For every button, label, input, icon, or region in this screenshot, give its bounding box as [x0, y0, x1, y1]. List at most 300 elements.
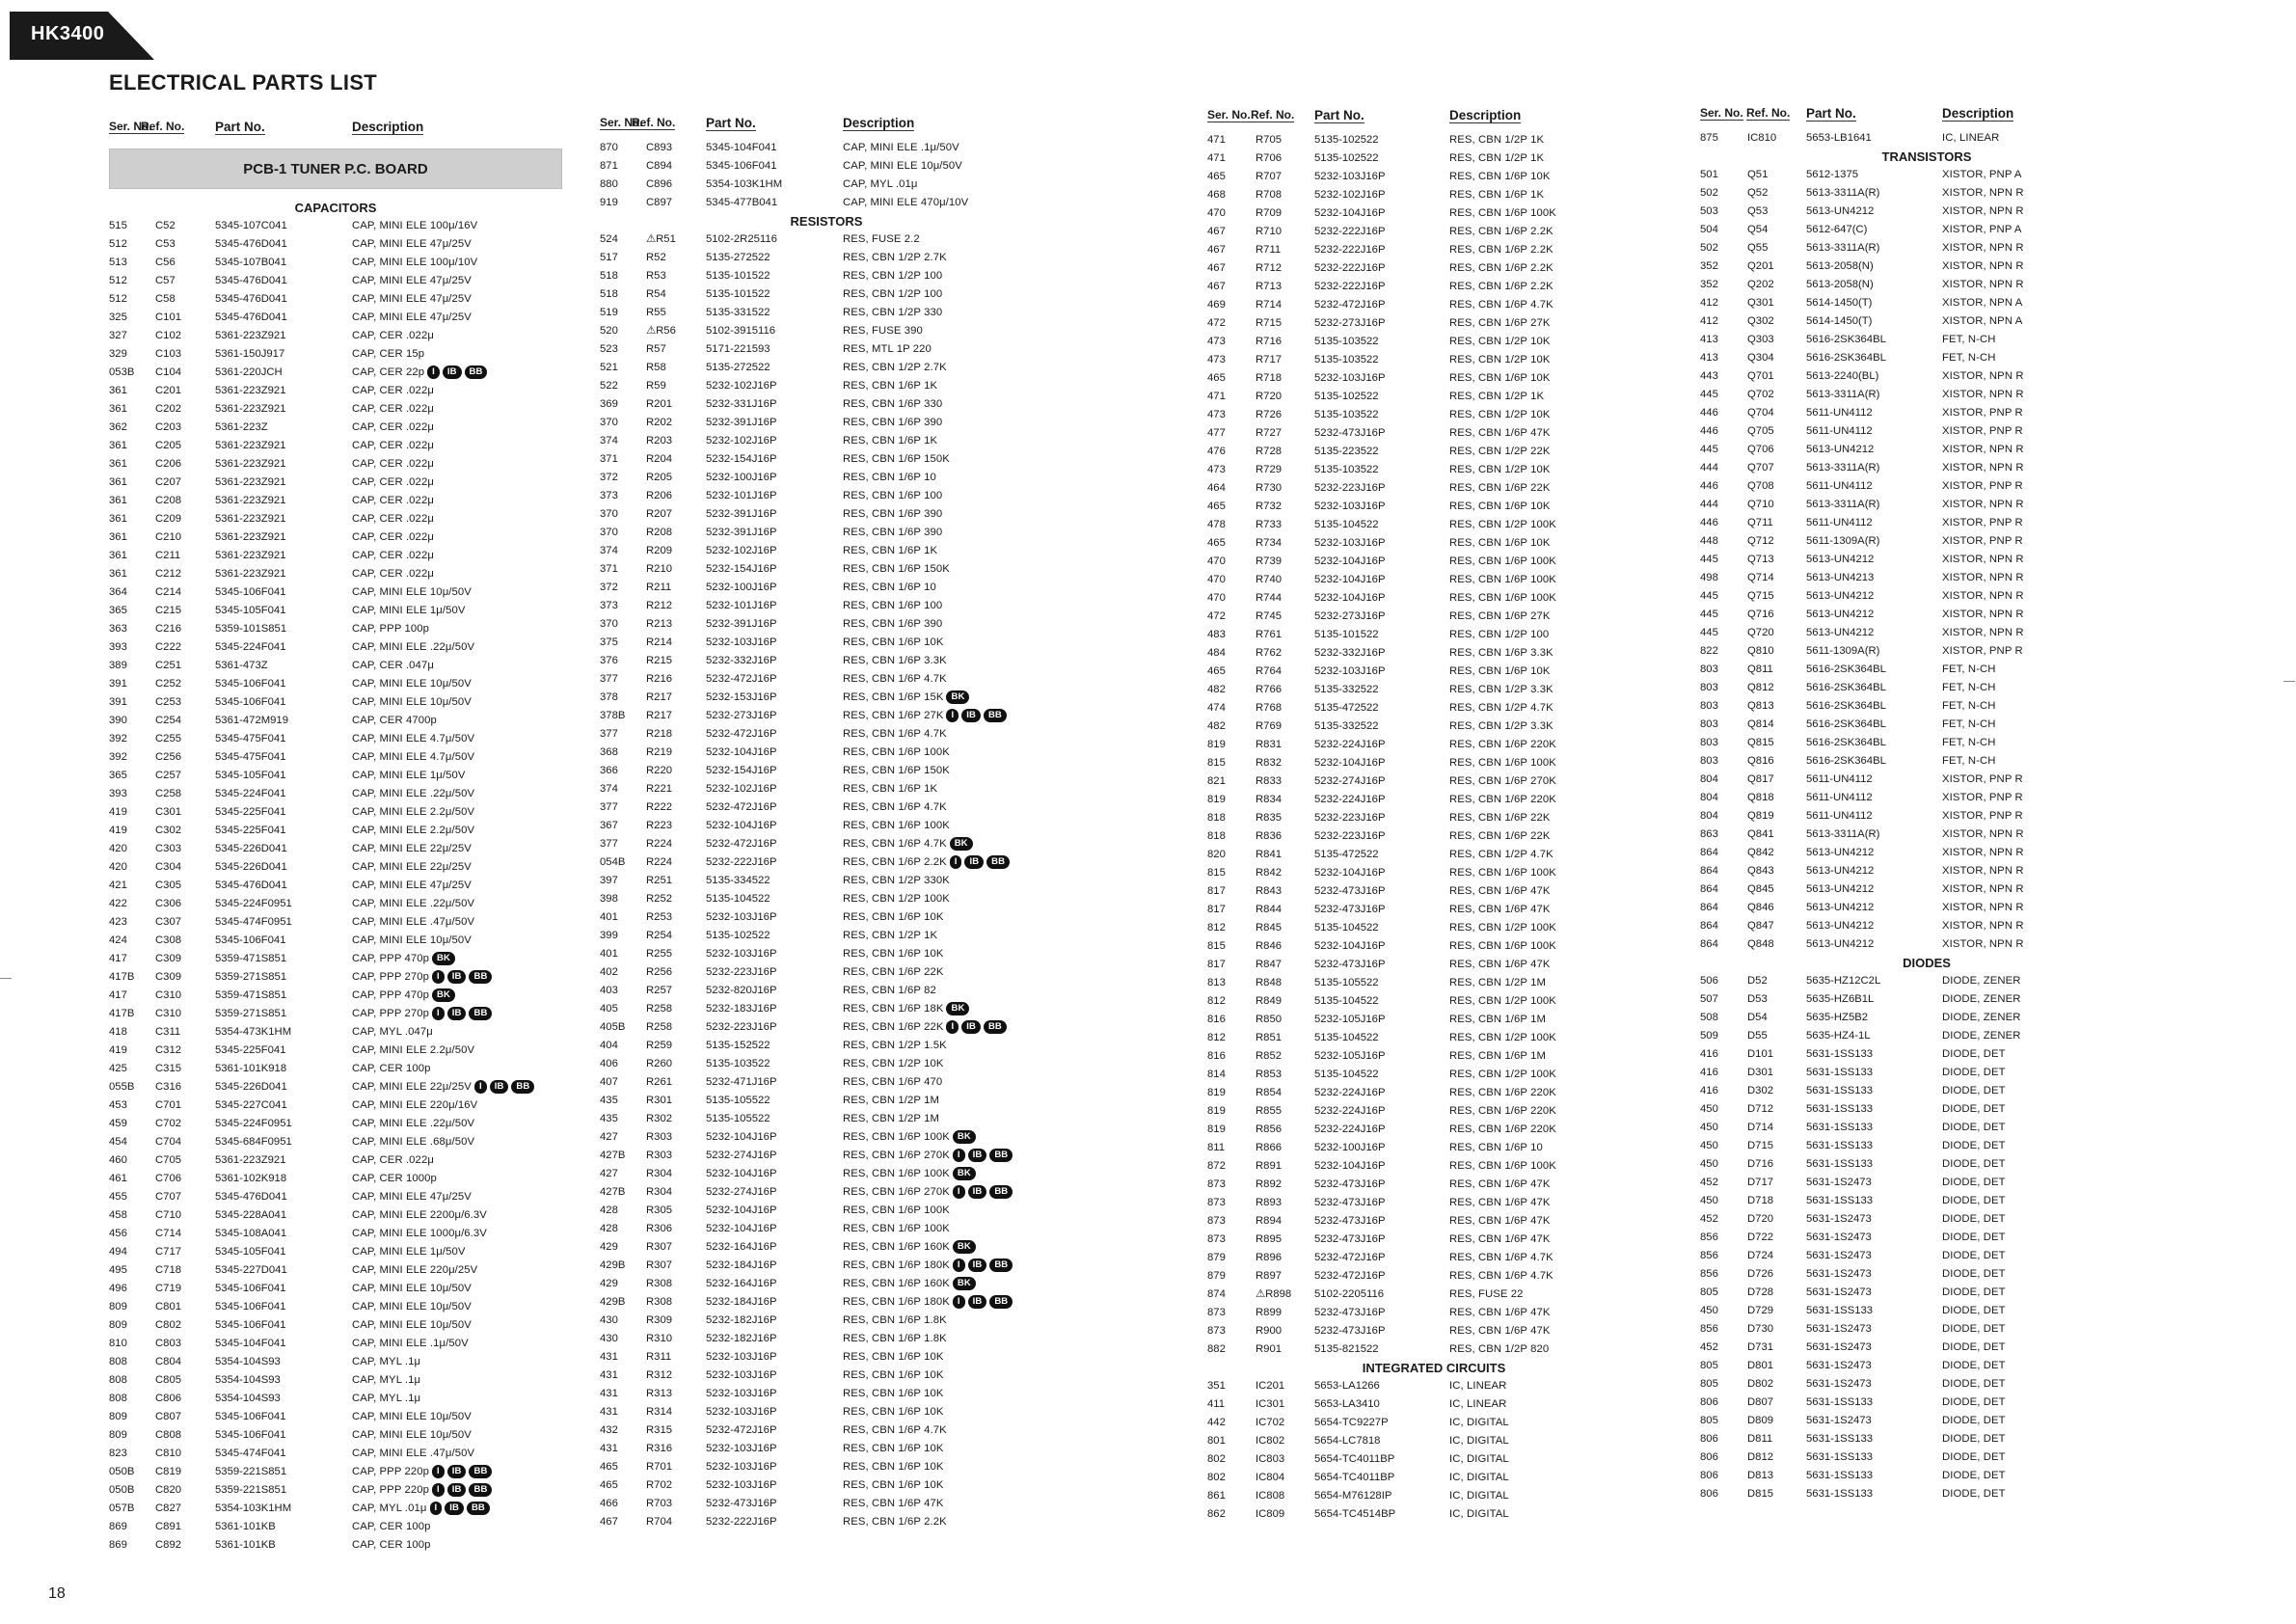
part-no: 5635-HZ6B1L: [1806, 993, 1875, 1005]
description: [1942, 404, 2023, 422]
table-row: [109, 1188, 562, 1206]
part-no: 5135-821522: [1314, 1343, 1379, 1355]
description-text: CAP, MINI ELE 1μ/50V: [352, 770, 466, 781]
description-text: CAP, MYL .1μ: [352, 1356, 421, 1367]
description: [352, 840, 472, 858]
table-row: [600, 414, 1053, 432]
part-no: 5232-274J16P: [706, 1150, 777, 1161]
description-text: XISTOR, PNP A: [1942, 224, 2022, 235]
table-row: [600, 670, 1053, 689]
part-no: 5635-HZ12C2L: [1806, 975, 1881, 987]
part-no: 5232-104J16P: [706, 746, 777, 758]
table-row: [600, 1348, 1053, 1367]
ser-no: 471: [1207, 152, 1226, 164]
ser-no: 803: [1700, 682, 1718, 693]
part-no: 5232-184J16P: [706, 1296, 777, 1308]
part-no: 5345-106F041: [215, 1411, 286, 1422]
description: [1942, 1375, 2006, 1394]
description: [1942, 734, 1996, 752]
ser-no: 455: [109, 1191, 127, 1203]
table-row: [1700, 1302, 2153, 1320]
table-row: [1700, 276, 2153, 294]
table-row: [1207, 1322, 1661, 1340]
description-text: RES, CBN 1/6P 2.2K: [1449, 244, 1553, 256]
description-text: RES, CBN 1/6P 4.7K: [843, 1424, 947, 1436]
description-text: XISTOR, NPN R: [1942, 444, 2024, 455]
part-no: 5345-106F041: [215, 696, 286, 708]
description: [1449, 259, 1553, 278]
ref-no: R209: [646, 545, 673, 556]
description: [1942, 514, 2023, 532]
description: [352, 547, 434, 565]
part-no: 5232-103J16P: [706, 1351, 777, 1363]
part-no: 5232-273J16P: [1314, 317, 1386, 329]
description-text: RES, CBN 1/6P 100K: [843, 1204, 950, 1216]
part-no: 5232-154J16P: [706, 765, 777, 776]
part-no: 5359-471S851: [215, 989, 287, 1001]
description-text: XISTOR, PNP R: [1942, 810, 2023, 822]
description: [352, 950, 455, 968]
description-text: CAP, CER .022μ: [352, 403, 434, 415]
description-text: DIODE, DET: [1942, 1378, 2006, 1390]
table-row: [600, 1037, 1053, 1055]
ser-no: 432: [600, 1424, 618, 1436]
description-text: RES, CBN 1/6P 47K: [1449, 959, 1551, 970]
description-text: DIODE, DET: [1942, 1140, 2006, 1151]
description-text: RES, CBN 1/2P 1M: [843, 1095, 939, 1106]
description-text: IC, DIGITAL: [1449, 1472, 1509, 1483]
ref-no: R764: [1256, 665, 1283, 677]
description: [1449, 278, 1553, 296]
description-text: CAP, CER .022μ: [352, 531, 434, 543]
table-row: [600, 982, 1053, 1000]
ref-no: R210: [646, 563, 673, 575]
part-no: 5345-225F041: [215, 806, 286, 818]
part-no: 5345-106F041: [706, 160, 777, 172]
ser-no: 430: [600, 1333, 618, 1344]
part-no: 5232-473J16P: [1314, 1325, 1386, 1337]
ser-no: 050B: [109, 1484, 135, 1496]
description: [352, 1133, 474, 1151]
part-no: 5345-474F041: [215, 1448, 286, 1459]
description-text: FET, N-CH: [1942, 700, 1996, 712]
table-row: [109, 1353, 562, 1371]
table-row: [109, 455, 562, 474]
part-no: 5361-223Z: [215, 421, 268, 433]
part-no: 5135-105522: [706, 1113, 770, 1124]
description: [352, 1042, 474, 1060]
description: [1449, 1066, 1556, 1084]
description-text: DIODE, DET: [1942, 1250, 2006, 1261]
ref-no: C717: [155, 1246, 182, 1258]
description-text: RES, CBN 1/6P 100K: [843, 1168, 950, 1179]
ref-no: C212: [155, 568, 182, 580]
version-badge: I: [474, 1080, 487, 1094]
table-row: [1207, 498, 1661, 516]
table-row: [600, 1147, 1053, 1165]
part-no: 5611-1309A(R): [1806, 645, 1880, 657]
ser-no: 880: [600, 178, 618, 190]
ser-no: 472: [1207, 317, 1226, 329]
description: [843, 689, 969, 707]
part-no: 5654-LC7818: [1314, 1435, 1381, 1447]
description-text: XISTOR, NPN R: [1942, 554, 2024, 565]
ref-no: R730: [1256, 482, 1283, 494]
ref-no: Q710: [1747, 499, 1774, 510]
ref-no: C311: [155, 1026, 181, 1038]
description: [1449, 772, 1556, 791]
ref-no: R856: [1256, 1123, 1283, 1135]
part-no: 5232-473J16P: [1314, 1307, 1386, 1318]
ser-no: 429: [600, 1241, 618, 1253]
ref-no: R834: [1256, 794, 1283, 805]
part-no: 5613-2240(BL): [1806, 370, 1879, 382]
description-text: CAP, CER .022μ: [352, 421, 434, 433]
ser-no: 446: [1700, 480, 1718, 492]
description: [1449, 388, 1544, 406]
description: [843, 1000, 969, 1018]
part-no: 5232-223J16P: [1314, 812, 1386, 824]
part-no: 5232-102J16P: [706, 545, 777, 556]
table-row: [600, 176, 1053, 194]
ref-no: Q201: [1747, 260, 1774, 272]
description: [352, 675, 472, 693]
description-text: RES, CBN 1/6P 160K: [843, 1278, 950, 1289]
ref-no: IC810: [1747, 132, 1777, 144]
description: [843, 579, 936, 597]
description-text: XISTOR, NPN A: [1942, 315, 2023, 327]
part-no: 5631-1SS133: [1806, 1048, 1874, 1060]
description-text: DIODE, DET: [1942, 1213, 2006, 1225]
ref-no: R761: [1256, 629, 1283, 640]
ref-no: R218: [646, 728, 673, 740]
ref-no: Q842: [1747, 847, 1774, 858]
description-text: CAP, CER .022μ: [352, 458, 434, 470]
ser-no: 804: [1700, 792, 1718, 803]
part-no: 5361-101KB: [215, 1539, 276, 1551]
description: [843, 1092, 939, 1110]
ser-no: 363: [109, 623, 127, 635]
table-row: [109, 638, 562, 657]
version-badge: IB: [447, 1007, 467, 1020]
part-no: 5135-101522: [706, 288, 770, 300]
description: [1942, 587, 2024, 606]
description: [1449, 992, 1556, 1011]
ser-no: 413: [1700, 352, 1718, 364]
ref-no: R306: [646, 1223, 673, 1234]
description-text: CAP, MINI ELE 47μ/25V: [352, 238, 472, 250]
table-row: [1700, 1045, 2153, 1064]
ref-no: Q54: [1747, 224, 1769, 235]
description-text: XISTOR, NPN R: [1942, 902, 2024, 913]
part-no: 5232-105J16P: [1314, 1050, 1386, 1062]
table-row: [600, 1330, 1053, 1348]
ser-no: 370: [600, 508, 618, 520]
part-no: 5612-1375: [1806, 169, 1859, 180]
part-no: 5135-104522: [1314, 1069, 1379, 1080]
ser-no: 875: [1700, 132, 1718, 144]
description-text: RES, CBN 1/6P 10K: [1449, 171, 1551, 182]
version-badge: I: [432, 1483, 445, 1497]
ser-no: 450: [1700, 1122, 1718, 1133]
description: [843, 817, 950, 835]
description: [352, 767, 466, 785]
description: [1449, 1084, 1556, 1102]
table-row: [1207, 1267, 1661, 1286]
description-text: CAP, MINI ELE 47μ/25V: [352, 275, 472, 286]
description-text: CAP, CER .022μ: [352, 476, 434, 488]
description-text: RES, CBN 1/6P 10K: [843, 1479, 944, 1491]
description-text: RES, CBN 1/2P 100K: [1449, 1069, 1556, 1080]
ser-no: 805: [1700, 1415, 1718, 1426]
description-text: CAP, MINI ELE .22μ/50V: [352, 898, 475, 909]
description-text: RES, CBN 1/6P 1K: [1449, 189, 1545, 201]
ref-no: IC201: [1256, 1380, 1285, 1392]
description: [352, 1536, 430, 1555]
part-no: 5232-103J16P: [706, 948, 777, 960]
description-text: RES, CBN 1/6P 4.7K: [1449, 1252, 1553, 1263]
ref-no: C251: [155, 660, 182, 671]
column-header: [109, 120, 562, 143]
part-no: 5232-164J16P: [706, 1241, 777, 1253]
header-part-no: Part No.: [706, 116, 756, 130]
ref-no: R740: [1256, 574, 1283, 585]
description: [1942, 844, 2024, 862]
description-text: RES, CBN 1/6P 4.7K: [843, 728, 947, 740]
ser-no: 389: [109, 660, 127, 671]
description: [843, 414, 942, 432]
description-text: RES, CBN 1/6P 27K: [843, 710, 944, 721]
ref-no: C315: [155, 1063, 182, 1074]
part-no: 5345-476D041: [215, 880, 287, 891]
table-row: [1700, 1412, 2153, 1430]
header-part-no: Part No.: [215, 120, 265, 134]
description: [352, 1005, 492, 1023]
description-text: DIODE, DET: [1942, 1067, 2006, 1078]
part-no: 5361-150J917: [215, 348, 285, 360]
table-row: [109, 858, 562, 877]
ser-no: 460: [109, 1154, 127, 1166]
table-row: [109, 235, 562, 254]
header-ref-no: Ref. No.: [141, 120, 185, 133]
table-row: [600, 1513, 1053, 1531]
table-row: [1700, 551, 2153, 569]
description-text: RES, CBN 1/6P 27K: [1449, 610, 1551, 622]
description: [1449, 663, 1550, 681]
ser-no: 470: [1207, 555, 1226, 567]
ser-no: 805: [1700, 1378, 1718, 1390]
part-no: 5345-225F041: [215, 825, 286, 836]
table-row: [109, 547, 562, 565]
description-text: CAP, MINI ELE 47μ/25V: [352, 311, 472, 323]
ser-no: 856: [1700, 1323, 1718, 1335]
description-text: RES, CBN 1/2P 1K: [1449, 391, 1545, 402]
ref-no: R713: [1256, 281, 1283, 292]
part-no: 5232-184J16P: [706, 1259, 777, 1271]
description: [1942, 386, 2024, 404]
ref-no: R762: [1256, 647, 1283, 659]
table-row: [1207, 772, 1661, 791]
description: [1449, 1139, 1543, 1157]
ref-no: C306: [155, 898, 182, 909]
description: [352, 1316, 472, 1335]
table-row: [1700, 1082, 2153, 1100]
ser-no: 361: [109, 385, 127, 396]
part-no: 5631-1SS133: [1806, 1067, 1874, 1078]
description: [1449, 1176, 1550, 1194]
description: [1942, 1485, 2006, 1503]
ser-no: 445: [1700, 554, 1718, 565]
table-row: [600, 707, 1053, 725]
part-no: 5135-103522: [1314, 336, 1379, 347]
description-text: CAP, MINI ELE .22μ/50V: [352, 641, 475, 653]
ref-no: Q845: [1747, 883, 1774, 895]
ser-no: 473: [1207, 409, 1226, 420]
part-no: 5135-102522: [1314, 391, 1379, 402]
ser-no: 467: [600, 1516, 618, 1528]
part-no: 5616-2SK364BL: [1806, 663, 1886, 675]
ref-no: C202: [155, 403, 182, 415]
part-no: 5232-473J16P: [1314, 1233, 1386, 1245]
ser-no: 478: [1207, 519, 1226, 530]
table-row: [109, 1151, 562, 1170]
parts-rows: [1207, 131, 1661, 1524]
description-text: RES, CBN 1/6P 270K: [843, 1150, 950, 1161]
table-row: [1207, 571, 1661, 589]
description-text: RES, CBN 1/2P 1K: [1449, 134, 1545, 146]
ref-no: Q814: [1747, 718, 1774, 730]
description: [1942, 1192, 2006, 1210]
description: [1449, 1432, 1509, 1450]
table-row: [109, 400, 562, 419]
description-text: RES, CBN 1/6P 10K: [843, 1443, 944, 1454]
description: [1942, 1302, 2006, 1320]
ser-no: 869: [109, 1539, 127, 1551]
description: [1449, 827, 1550, 846]
part-no: 5613-2058(N): [1806, 279, 1874, 290]
description-text: CAP, MINI ELE 10μ/50V: [352, 696, 472, 708]
part-no: 5354-104S93: [215, 1393, 281, 1404]
ser-no: 352: [1700, 260, 1718, 272]
description-text: RES, CBN 1/6P 1M: [1449, 1014, 1546, 1025]
part-no: 5232-472J16P: [1314, 1270, 1386, 1282]
ref-no: D801: [1747, 1360, 1774, 1371]
description: [843, 359, 947, 377]
table-row: [1207, 992, 1661, 1011]
description-text: RES, CBN 1/2P 330: [843, 307, 943, 318]
table-row: [109, 1096, 562, 1115]
version-badge: BB: [989, 1185, 1013, 1199]
ref-no: R733: [1256, 519, 1283, 530]
description-text: RES, CBN 1/6P 270K: [843, 1186, 950, 1198]
part-no: 5345-475F041: [215, 751, 286, 763]
ref-no: R843: [1256, 885, 1283, 897]
part-no: 5345-476D041: [215, 1191, 287, 1203]
part-no: 5631-1S2473: [1806, 1268, 1872, 1280]
part-no: 5232-473J16P: [1314, 1178, 1386, 1190]
description-text: RES, CBN 1/6P 3.3K: [1449, 647, 1553, 659]
table-row: [1700, 844, 2153, 862]
table-row: [600, 359, 1053, 377]
table-row: [1207, 1176, 1661, 1194]
ref-no: R831: [1256, 739, 1283, 750]
ser-no: 398: [600, 893, 618, 905]
description-text: RES, CBN 1/6P 47K: [1449, 1233, 1551, 1245]
description-text: DIODE, DET: [1942, 1433, 2006, 1445]
ref-no: R745: [1256, 610, 1283, 622]
part-no: 5232-104J16P: [1314, 592, 1386, 604]
description-text: DIODE, DET: [1942, 1323, 2006, 1335]
parts-column-1: [109, 120, 562, 1555]
description: [352, 1463, 492, 1481]
ser-no: 813: [1207, 977, 1226, 988]
part-no: 5616-2SK364BL: [1806, 682, 1886, 693]
table-row: [600, 597, 1053, 615]
table-row: [600, 579, 1053, 597]
ref-no: C203: [155, 421, 182, 433]
version-badge: I: [953, 1295, 965, 1309]
ref-no: Q716: [1747, 609, 1774, 620]
description-text: RES, CBN 1/6P 47K: [1449, 1325, 1551, 1337]
part-no: 5232-101J16P: [706, 600, 777, 611]
description: [843, 1238, 976, 1257]
table-row: [1700, 1155, 2153, 1174]
ref-no: C104: [155, 366, 182, 378]
ref-no: R709: [1256, 207, 1283, 219]
part-no: 5613-UN4212: [1806, 554, 1875, 565]
description: [352, 1390, 420, 1408]
table-row: [600, 395, 1053, 414]
description: [1449, 1487, 1509, 1505]
version-badge: I: [427, 365, 440, 379]
ref-no: C103: [155, 348, 182, 360]
table-row: [1700, 862, 2153, 880]
part-no: 5232-473J16P: [1314, 885, 1386, 897]
ser-no: 362: [109, 421, 127, 433]
table-row: [1700, 826, 2153, 844]
ref-no: C704: [155, 1136, 182, 1148]
ref-no: D717: [1747, 1177, 1774, 1188]
ser-no: 422: [109, 898, 127, 909]
table-row: [600, 1312, 1053, 1330]
description-text: CAP, MINI ELE 10μ/50V: [352, 1429, 472, 1441]
ref-no: R707: [1256, 171, 1283, 182]
table-row: [1207, 443, 1661, 461]
ref-no: C702: [155, 1118, 182, 1129]
ref-no: C310: [155, 989, 182, 1001]
ref-no: R305: [646, 1204, 673, 1216]
ref-no: C803: [155, 1338, 182, 1349]
description: [1942, 917, 2024, 935]
table-row: [600, 304, 1053, 322]
ser-no: 390: [109, 715, 127, 726]
description: [1942, 1045, 2006, 1064]
ser-no: 450: [1700, 1195, 1718, 1206]
ser-no: 803: [1700, 700, 1718, 712]
ser-no: 428: [600, 1223, 618, 1234]
ser-no: 509: [1700, 1030, 1718, 1042]
ref-no: D731: [1747, 1341, 1774, 1353]
ref-no: R303: [646, 1150, 673, 1161]
table-row: [600, 963, 1053, 982]
description-text: CAP, PPP 220p: [352, 1484, 430, 1496]
description-text: XISTOR, NPN R: [1942, 279, 2024, 290]
ser-no: 873: [1207, 1233, 1226, 1245]
part-no: 5611-1309A(R): [1806, 535, 1880, 547]
part-no: 5631-1SS133: [1806, 1103, 1874, 1115]
ref-no: Q701: [1747, 370, 1774, 382]
ser-no: 453: [109, 1099, 127, 1111]
